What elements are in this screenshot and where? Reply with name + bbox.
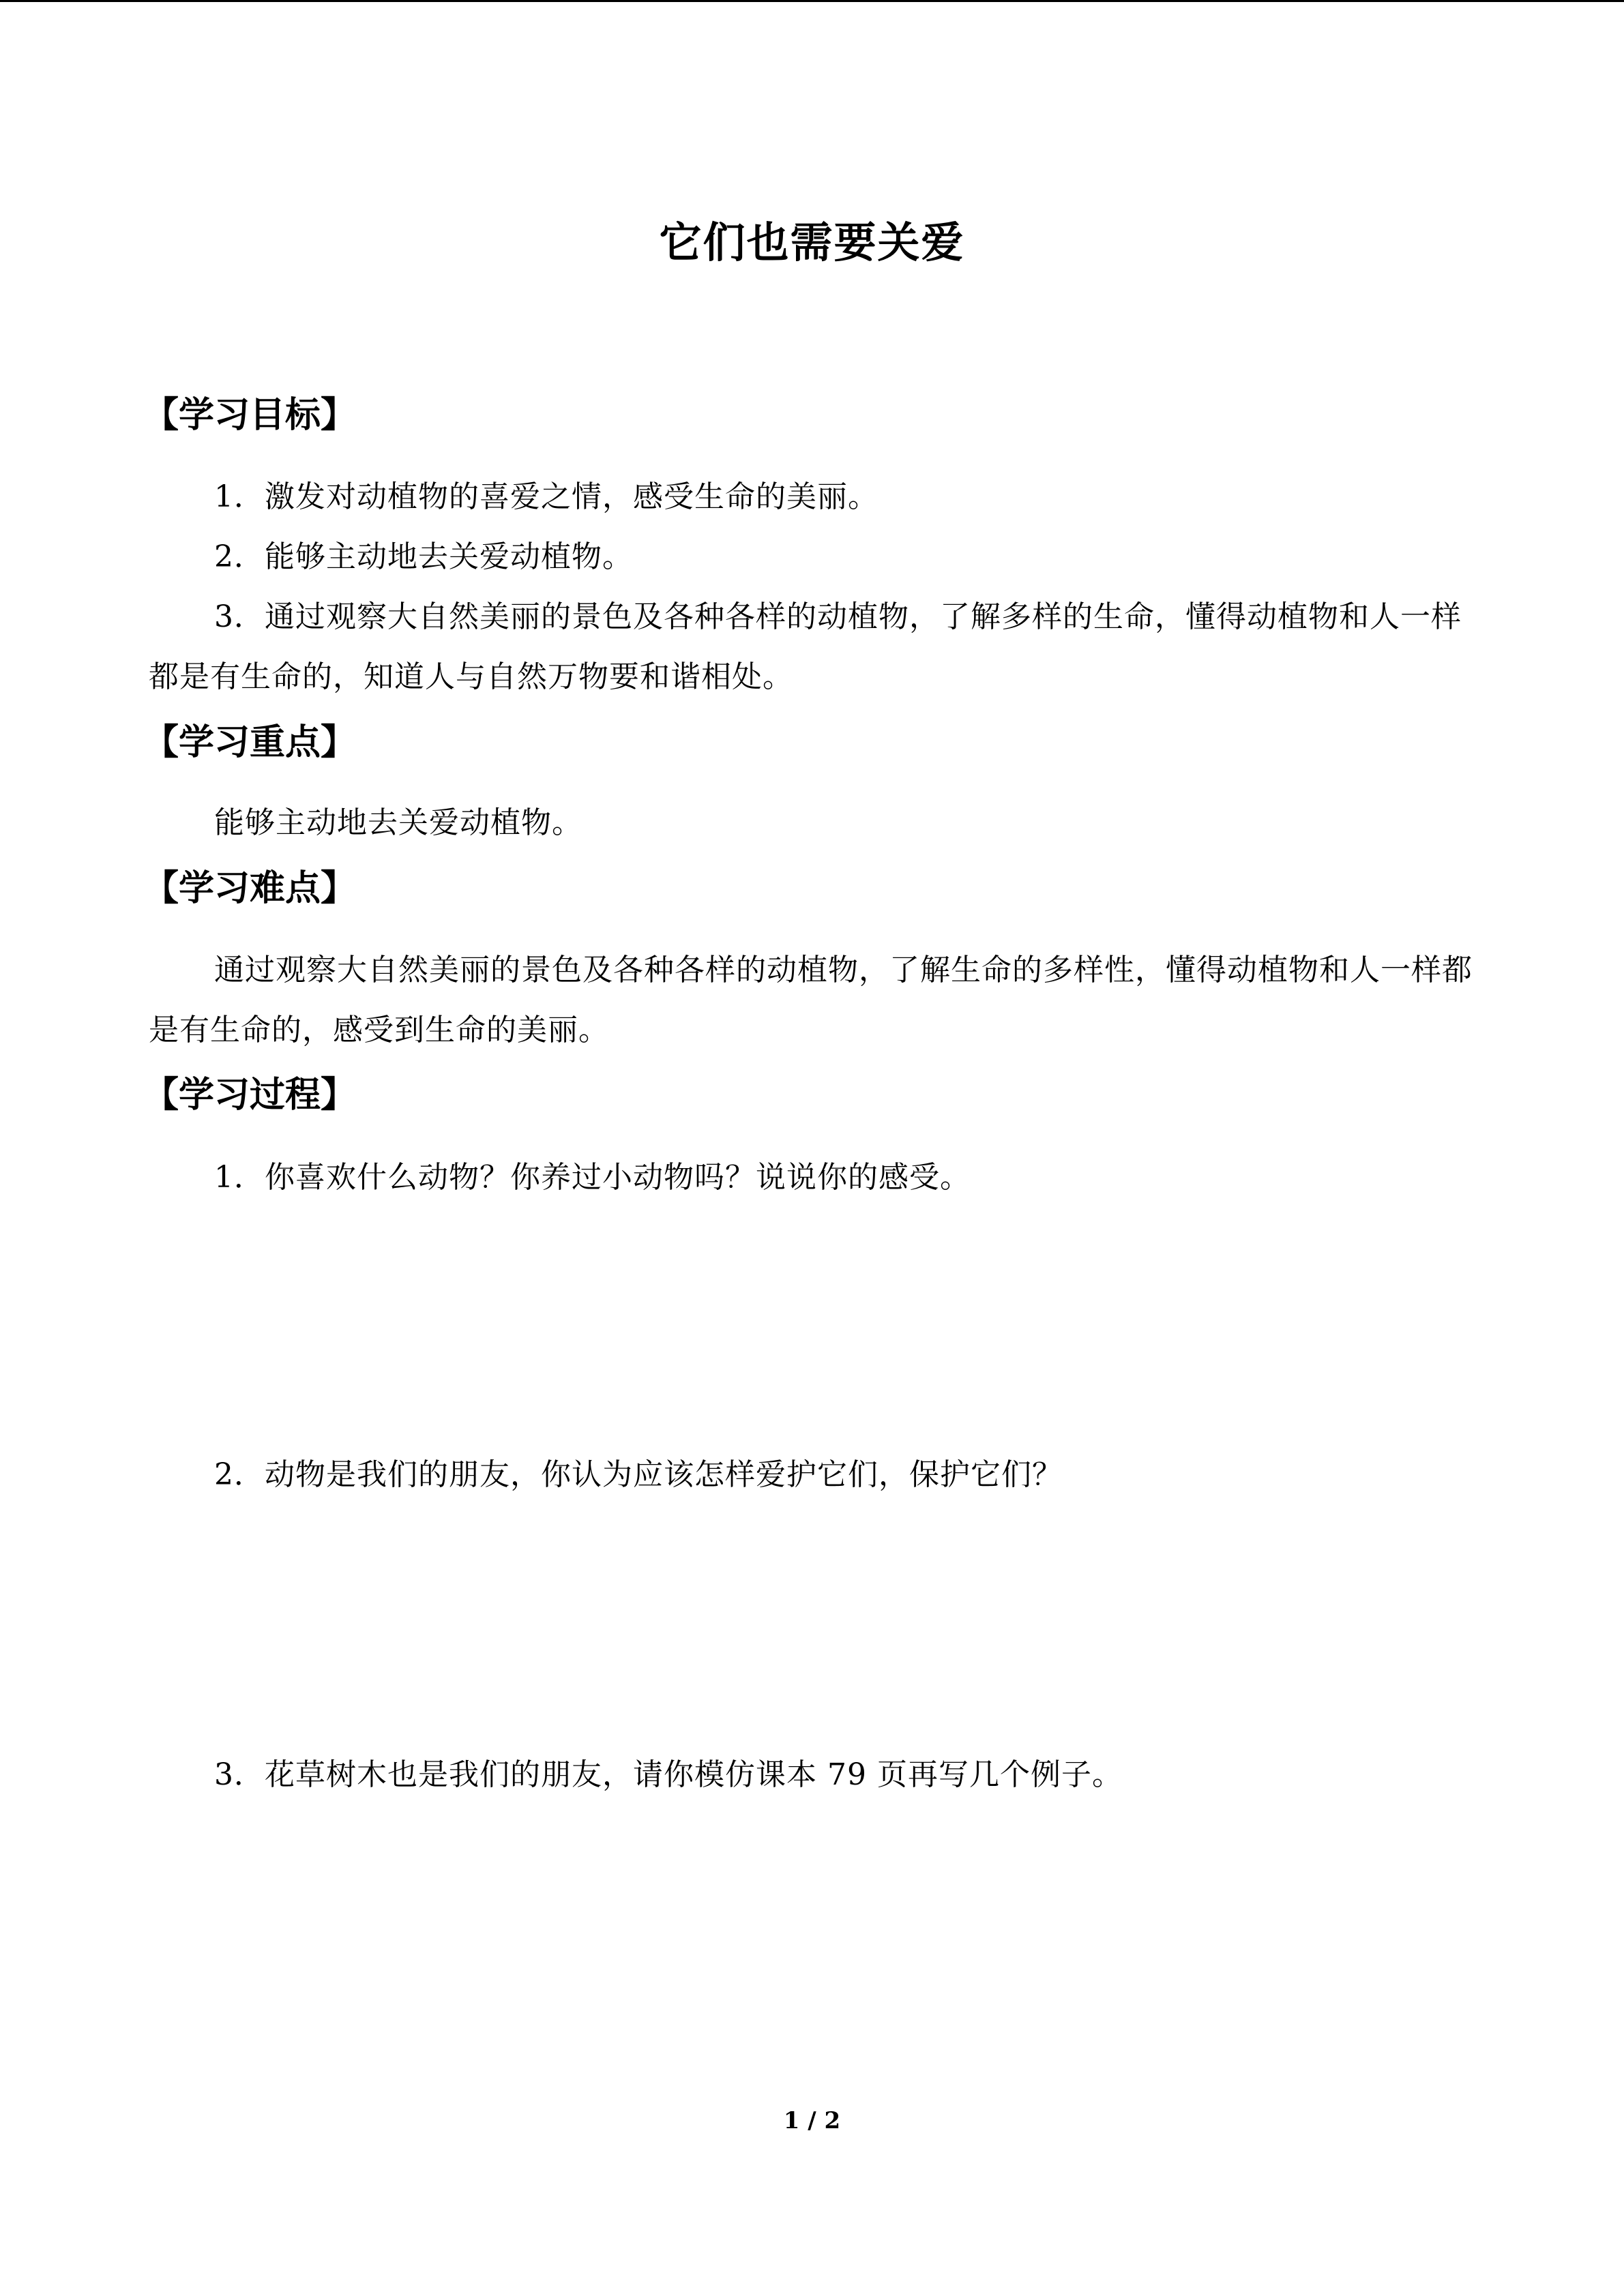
section-heading-process: 【学习过程】	[143, 1075, 357, 1116]
key-points-text: 能够主动地去关爱动植物。	[214, 805, 582, 840]
section-heading-key-points: 【学习重点】	[143, 722, 357, 763]
objective-item-1: 1．激发对动植物的喜爱之情，感受生命的美丽。	[214, 479, 879, 514]
page-number: 1 / 2	[783, 2107, 841, 2134]
page-title: 它们也需要关爱	[659, 218, 965, 267]
objective-item-2: 2．能够主动地去关爱动植物。	[214, 539, 633, 574]
section-heading-difficulties: 【学习难点】	[143, 868, 357, 909]
process-question-2: 2．动物是我们的朋友，你认为应该怎样爱护它们，保护它们？	[214, 1457, 1063, 1492]
section-heading-objectives: 【学习目标】	[143, 395, 357, 436]
difficulties-text: 通过观察大自然美丽的景色及各种各样的动植物，了解生命的多样性，懂得动植物和人一样都是有生命的，感受到生命的美丽。	[149, 953, 1473, 1047]
process-question-3: 3．花草树木也是我们的朋友，请你模仿课本 79 页再写几个例子。	[214, 1757, 1123, 1792]
process-question-1: 1．你喜欢什么动物？你养过小动物吗？说说你的感受。	[214, 1160, 971, 1195]
objective-item-3: 3．通过观察大自然美丽的景色及各种各样的动植物，了解多样的生命，懂得动植物和人一样都是有生命的，知道人与自然万物要和谐相处。	[149, 599, 1462, 694]
